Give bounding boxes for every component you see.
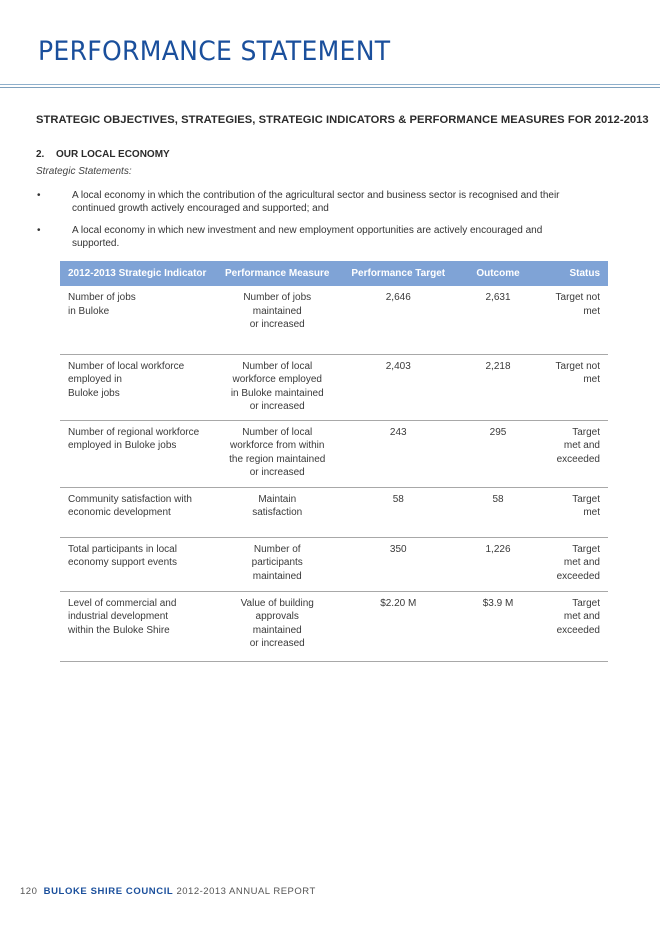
strategic-statement <box>36 224 596 250</box>
status-line: met <box>583 305 600 317</box>
statement-line: A local economy in which the contribution of the agricultural sector and business sector is recognised and their <box>72 190 560 201</box>
column-header-measure: Performance Measure <box>215 261 339 286</box>
indicator-line: Community satisfaction with <box>68 493 192 505</box>
measure-line: the region maintained <box>229 453 326 465</box>
target-cell: 243 <box>339 420 457 487</box>
performance-table <box>60 261 608 662</box>
indicator-cell <box>60 286 215 354</box>
indicator-cell <box>60 420 215 487</box>
indicator-line: Number of local workforce <box>68 360 185 372</box>
status-cell <box>539 354 608 420</box>
page-title: PERFORMANCE STATEMENT <box>38 36 391 67</box>
status-line: exceeded <box>556 624 600 636</box>
indicator-line: within the Buloke Shire <box>68 624 170 636</box>
measure-line: workforce employed <box>232 374 322 385</box>
table-row <box>60 286 608 354</box>
outcome-cell: 2,218 <box>457 354 538 420</box>
title-divider-top <box>0 84 660 85</box>
outcome-cell: 295 <box>457 420 538 487</box>
table-header-row <box>60 261 608 286</box>
measure-line: Number of jobs <box>243 292 312 303</box>
subsection-number: 2. <box>36 149 45 160</box>
outcome-cell: 58 <box>457 487 538 537</box>
outcome-cell: $3.9 M <box>457 591 538 661</box>
table-row <box>60 591 608 661</box>
status-line: Target <box>572 597 600 609</box>
column-header-indicator: 2012-2013 Strategic Indicator <box>60 261 215 286</box>
measure-line: satisfaction <box>252 507 303 518</box>
indicator-cell <box>60 354 215 420</box>
status-line: Target not <box>555 292 600 303</box>
measure-line: approvals <box>255 611 299 622</box>
measure-cell <box>215 537 339 591</box>
measure-line: Number of local <box>242 426 313 438</box>
measure-line: workforce from within <box>230 440 325 451</box>
measure-line: maintained <box>252 624 302 636</box>
measure-line: in Buloke maintained <box>230 387 324 399</box>
status-line: met and <box>563 557 600 568</box>
indicator-line: Buloke jobs <box>68 387 120 399</box>
status-line: exceeded <box>556 570 600 582</box>
table-row <box>60 354 608 420</box>
indicator-line: employed in <box>68 374 122 385</box>
title-divider-bottom <box>0 87 660 88</box>
organisation-name: BULOKE SHIRE COUNCIL <box>43 886 174 897</box>
column-header-outcome: Outcome <box>457 261 538 286</box>
measure-line: Maintain <box>258 493 297 505</box>
indicator-cell <box>60 537 215 591</box>
measure-line: or increased <box>249 638 305 649</box>
status-line: met and <box>563 611 600 622</box>
target-cell: 2,403 <box>339 354 457 420</box>
page-footer <box>20 886 316 897</box>
target-cell: 58 <box>339 487 457 537</box>
status-line: exceeded <box>556 453 600 465</box>
outcome-cell: 2,631 <box>457 286 538 354</box>
indicator-line: employed in Buloke jobs <box>68 440 177 451</box>
measure-line: maintained <box>252 570 302 582</box>
statement-line: continued growth actively encouraged and supported; and <box>72 203 329 214</box>
measure-cell <box>215 354 339 420</box>
target-cell: 2,646 <box>339 286 457 354</box>
strategic-statements-list <box>36 189 596 259</box>
status-cell <box>539 420 608 487</box>
table-row <box>60 487 608 537</box>
table-row <box>60 420 608 487</box>
status-line: met and <box>563 440 600 451</box>
indicator-line: industrial development <box>68 611 169 622</box>
status-line: met <box>583 507 600 518</box>
measure-cell <box>215 420 339 487</box>
measure-line: Value of building <box>240 597 314 609</box>
status-line: Target not <box>555 360 600 372</box>
measure-line: participants <box>251 557 303 568</box>
subsection-heading <box>36 149 170 160</box>
measure-cell <box>215 591 339 661</box>
status-line: met <box>583 374 600 385</box>
status-cell <box>539 487 608 537</box>
indicator-line: Total participants in local <box>68 543 177 555</box>
indicator-line: Number of jobs <box>68 292 136 303</box>
status-line: Target <box>572 426 600 438</box>
indicator-line: Number of regional workforce <box>68 426 200 438</box>
measure-line: maintained <box>252 305 302 317</box>
measure-cell <box>215 286 339 354</box>
report-name: 2012-2013 ANNUAL REPORT <box>176 886 316 897</box>
strategic-statement <box>36 189 596 215</box>
target-cell: $2.20 M <box>339 591 457 661</box>
status-cell <box>539 537 608 591</box>
indicator-cell <box>60 591 215 661</box>
target-cell: 350 <box>339 537 457 591</box>
measure-cell <box>215 487 339 537</box>
status-cell <box>539 286 608 354</box>
section-heading: STRATEGIC OBJECTIVES, STRATEGIES, STRATEGIC INDICATORS & PERFORMANCE MEASURES FOR 2012-2013 <box>36 114 649 126</box>
outcome-cell: 1,226 <box>457 537 538 591</box>
indicator-line: in Buloke <box>68 305 110 317</box>
column-header-target: Performance Target <box>339 261 457 286</box>
status-line: Target <box>572 543 600 555</box>
status-cell <box>539 591 608 661</box>
column-header-status: Status <box>539 261 608 286</box>
strategic-statements-label: Strategic Statements: <box>36 166 132 177</box>
measure-line: Number of local <box>242 360 313 372</box>
measure-line: or increased <box>249 401 305 412</box>
statement-line: supported. <box>72 238 120 249</box>
indicator-line: economy support events <box>68 557 177 568</box>
measure-line: or increased <box>249 467 305 478</box>
bullet-icon: • <box>37 225 41 236</box>
indicator-line: Level of commercial and <box>68 597 177 609</box>
measure-line: Number of <box>253 543 301 555</box>
table-row <box>60 537 608 591</box>
page-number: 120 <box>20 886 38 897</box>
status-line: Target <box>572 493 600 505</box>
table-body <box>60 286 608 661</box>
measure-line: or increased <box>249 319 305 330</box>
bullet-icon: • <box>37 190 41 201</box>
statement-line: A local economy in which new investment and new employment opportunities are actively encouraged and <box>72 225 543 236</box>
indicator-line: economic development <box>68 507 171 518</box>
subsection-title: OUR LOCAL ECONOMY <box>56 149 170 160</box>
indicator-cell <box>60 487 215 537</box>
